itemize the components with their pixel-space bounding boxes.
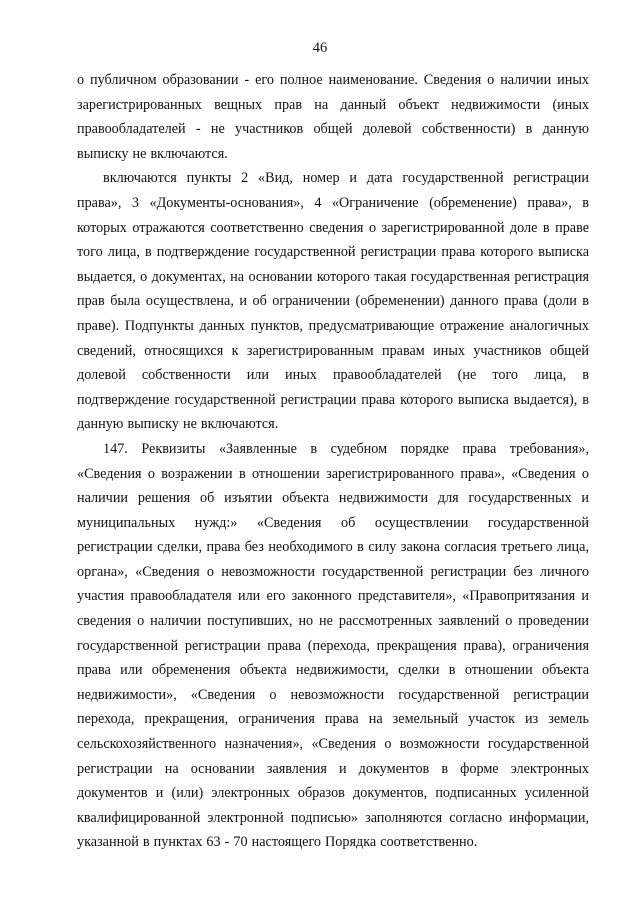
paragraph-147: 147. Реквизиты «Заявленные в судебном порядке права требования», «Сведения о возражении в отношении зарегистрированного права», «Сведения о наличии решения об изъятии объекта недвижимости для государственных и муниципальных нужд:» «Сведения об осуществлении государственной регистрации сделки, права без необходимого в силу закона согласия третьего лица, органа», «Сведения о невозможности государственной регистрации без личного участия правообладателя или его законного представителя», «Правопритязания и сведения о наличии поступивших, но не рассмотренных заявлений о проведении государственной регистрации права (перехода, прекращения права), ограничения права или обременения объекта недвижимости, сделки в отношении объекта недвижимости», «Сведения о невозможности государственной регистрации перехода, прекращения, ограничения права на земельный участок из земель сельскохозяйственного назначения», «Сведения о возможности государственной регистрации на основании заявления и документов в форме электронных документов и (или) электронных образов документов, подписанных усиленной квалифицированной электронной подписью» заполняются согласно информации, указанной в пунктах 63 - 70 настоящего Порядка соответственно. [77, 440, 589, 851]
paragraph-continuation: о публичном образовании - его полное наименование. Сведения о наличии иных зарегистрированных вещных прав на данный объект недвижимости (иных правообладателей - не участников общей долевой собственности) в данную выписку не включаются. [77, 72, 589, 162]
body-text [77, 68, 589, 855]
page-number: 46 [312, 40, 328, 56]
paragraph-included-items: включаются пункты 2 «Вид, номер и дата государственной регистрации права», 3 «Документы-основания», 4 «Ограничение (обременение) права», в которых отражаются соответственно сведения о зарегистрированной доле в праве того лица, в подтверждение государственной регистрации права которого выписка выдается, о документах, на основании которого такая государственная регистрация прав была осуществлена, и об ограничении (обременении) данного права (доли в праве). Подпункты данных пунктов, предусматривающие отражение аналогичных сведений, относящихся к зарегистрированным правам иных участников общей долевой собственности или иных правообладателей (не того лица, в подтверждение государственной регистрации права которого выписка выдается), в данную выписку не включаются. [77, 170, 589, 433]
